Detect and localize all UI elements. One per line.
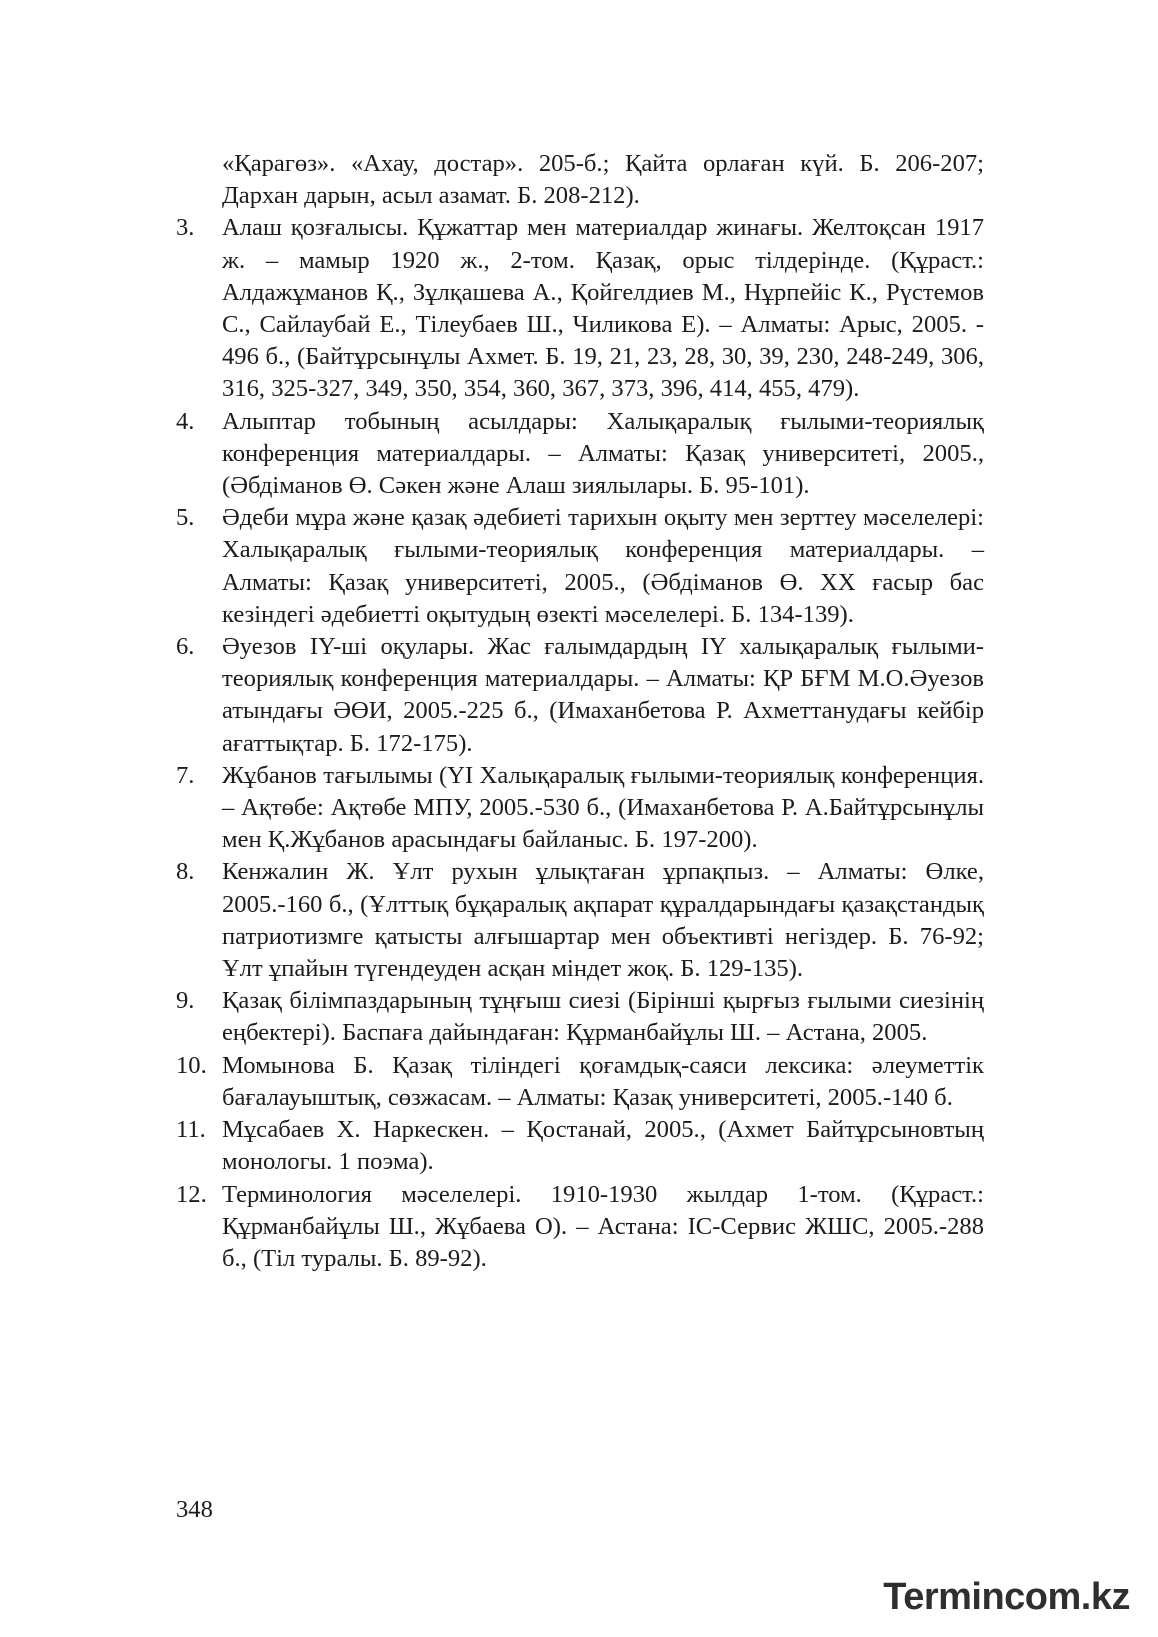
- reference-item: [176, 502, 984, 631]
- reference-number: 9.: [176, 987, 195, 1015]
- reference-number: 5.: [176, 504, 195, 532]
- reference-number: 7.: [176, 761, 195, 789]
- reference-text: Алыптар тобының асылдары: Халықаралық ғылыми-теориялық конференция материалдары. – Алматы: Қазақ университеті, 2005., (Әбдіманов Ө. Сәкен және Алаш зиялылары. Б. 95-101).: [222, 407, 984, 500]
- reference-text: Жұбанов тағылымы (YI Халықаралық ғылыми-теориялық конференция. – Ақтөбе: Ақтөбе МПУ, 2005.-530 б., (Имаханбетова Р. А.Байтұрсынұлы мен Қ.Жұбанов арасындағы байланыс. Б. 197-200).: [222, 761, 984, 854]
- reference-number: 3.: [176, 214, 195, 242]
- reference-text: Әдеби мұра және қазақ әдебиеті тарихын оқыту мен зерттеу мәселелері: Халықаралық ғылыми-теориялық конференция материалдары. – Алматы: Қазақ университеті, 2005., (Әбдіманов Ө. ХХ ғасыр бас кезіндегі әдебиетті оқытудың өзекті мәселелері. Б. 134-139).: [222, 504, 984, 628]
- reference-list: [176, 212, 984, 1275]
- reference-text: Алаш қозғалысы. Құжаттар мен материалдар жинағы. Желтоқсан 1917 ж. – мамыр 1920 ж., 2-том. Қазақ, орыс тілдерінде. (Құраст.: Алдажұманов Қ., Зұлқашева А., Қойгелдиев М., Нұрпейіс К., Рүстемов С., Сайлаубай Е., Тілеубаев Ш., Чиликова Е). – Алматы: Арыс, 2005. - 496 б., (Байтұрсынұлы Ахмет. Б. 19, 21, 23, 28, 30, 39, 230, 248-249, 306, 316, 325-327, 349, 350, 354, 360, 367, 373, 396, 414, 455, 479).: [222, 214, 984, 403]
- reference-text: Қазақ білімпаздарының тұңғыш сиезі (Бірінші қырғыз ғылыми сиезінің еңбектері). Баспаға дайындаған: Құрманбайұлы Ш. – Астана, 2005.: [222, 987, 984, 1047]
- reference-item: [176, 1050, 984, 1114]
- reference-number: 4.: [176, 407, 195, 435]
- reference-item: [176, 212, 984, 405]
- reference-number: 12.: [176, 1180, 207, 1208]
- reference-continuation: «Қарагөз». «Ахау, достар». 205-б.; Қайта орлаған күй. Б. 206-207; Дархан дарын, асыл азамат. Б. 208-212).: [222, 150, 984, 210]
- reference-number: 8.: [176, 858, 195, 886]
- reference-item: [176, 985, 984, 1049]
- reference-number: 11.: [176, 1116, 206, 1144]
- reference-item: [176, 1114, 984, 1178]
- reference-text: Терминология мәселелері. 1910-1930 жылдар 1-том. (Құраст.: Құрманбайұлы Ш., Жұбаева О). – Астана: IC-Сервис ЖШС, 2005.-288 б., (Тіл туралы. Б. 89-92).: [222, 1180, 984, 1272]
- reference-number: 10.: [176, 1051, 207, 1079]
- reference-text: Кенжалин Ж. Ұлт рухын ұлықтаған ұрпақпыз. – Алматы: Өлке, 2005.-160 б., (Ұлттық бұқаралық ақпарат құралдарындағы қазақстандық патриотизмге қатысты алғышартар мен объективті негіздер. Б. 76-92; Ұлт ұпайын түгендеуден асқан міндет жоқ. Б. 129-135).: [222, 858, 984, 983]
- watermark-logo: Termincom.kz: [883, 1576, 1130, 1618]
- reference-text: Мұсабаев Х. Наркескен. – Қостанай, 2005., (Ахмет Байтұрсыновтың монологы. 1 поэма).: [222, 1116, 984, 1176]
- reference-text: Әуезов IY-ші оқулары. Жас ғалымдардың IY халықаралық ғылыми-теориялық конференция материалдары. – Алматы: ҚР БҒМ М.О.Әуезов атындағы ӘӨИ, 2005.-225 б., (Имаханбетова Р. Ахметтанудағы кейбір ағаттықтар. Б. 172-175).: [222, 633, 984, 757]
- reference-item: [176, 856, 984, 985]
- page-number: 348: [176, 1496, 213, 1523]
- reference-item: [176, 760, 984, 857]
- reference-item: [176, 1179, 984, 1276]
- reference-item: [176, 406, 984, 503]
- reference-item: [176, 631, 984, 760]
- reference-list-container: [176, 148, 984, 1275]
- reference-number: 6.: [176, 633, 195, 661]
- reference-text: Момынова Б. Қазақ тіліндегі қоғамдық-саяси лексика: әлеуметтік бағалауыштық, сөзжасам. – Алматы: Қазақ университеті, 2005.-140 б.: [222, 1051, 984, 1111]
